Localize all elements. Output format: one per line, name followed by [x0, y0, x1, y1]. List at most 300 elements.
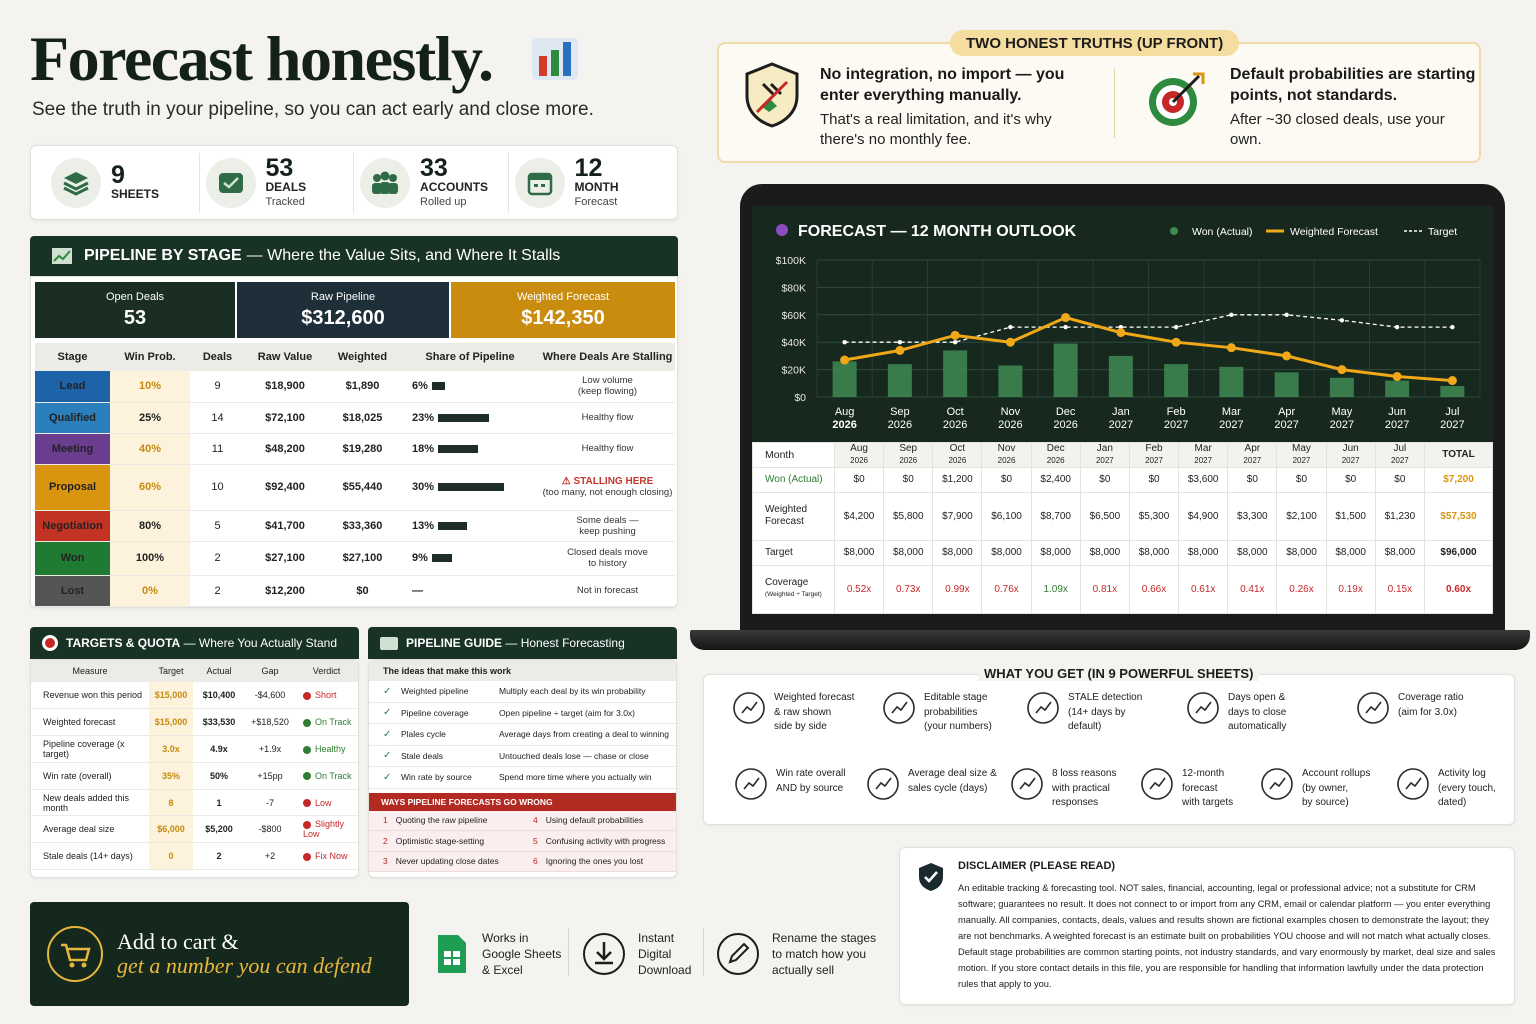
- target-cell: 0: [149, 843, 193, 870]
- log-icon: [1396, 767, 1430, 801]
- circle-ratio-icon: [1356, 691, 1390, 725]
- calendar-icon: [1186, 691, 1220, 725]
- stat-number: 12: [574, 154, 603, 182]
- deals-cell: 2: [190, 541, 245, 575]
- target-cell: 8: [149, 789, 193, 816]
- stage-cell: Lost: [35, 575, 110, 606]
- feature-item: [882, 691, 992, 735]
- stall-note-cell: [540, 371, 675, 402]
- win-prob-cell: 100%: [110, 541, 190, 575]
- won-bar: [888, 364, 912, 397]
- feature-line: & raw shown: [774, 706, 832, 718]
- wrong-item: [519, 836, 669, 846]
- verdict-cell: [295, 762, 358, 789]
- features-panel: [703, 674, 1515, 825]
- pipeline-title: PIPELINE BY STAGE: [84, 247, 242, 264]
- weighted-point: [1116, 328, 1125, 337]
- target-icon: [734, 767, 768, 801]
- guide-idea-row: [369, 746, 676, 768]
- chart-title: FORECAST — 12 MONTH OUTLOOK: [798, 223, 1077, 240]
- target-cell: $8,000: [1326, 540, 1375, 565]
- coverage-cell: 0.99x: [933, 565, 982, 613]
- weighted-cell: $8,700: [1031, 492, 1080, 540]
- month-name: Nov: [997, 443, 1016, 454]
- verdict-cell: [295, 709, 358, 736]
- target-row: [31, 736, 358, 763]
- weighted-cell: $1,230: [1375, 492, 1424, 540]
- measure-cell: Stale deals (14+ days): [31, 843, 149, 870]
- stall-note-cell: [540, 510, 675, 541]
- stat-label: ACCOUNTS: [420, 180, 489, 194]
- month-name: Jan: [1096, 443, 1113, 454]
- target-cell: $8,000: [1080, 540, 1129, 565]
- feature-line: Days open &: [1228, 692, 1286, 703]
- stat-number: 9: [111, 161, 125, 189]
- book-icon: [380, 637, 398, 650]
- targets-title: TARGETS & QUOTA: [66, 636, 181, 650]
- stall-note-cell: [540, 464, 675, 510]
- wrong-number: 6: [533, 856, 538, 867]
- stall-note: Healthy flow: [581, 443, 634, 454]
- no-plug-shield-icon: [743, 62, 801, 128]
- idea-term: Pipeline coverage: [401, 707, 469, 718]
- gap-cell: +2: [245, 843, 295, 870]
- row-label: [753, 540, 835, 565]
- badge-line: Download: [638, 963, 692, 977]
- pipeline-row: [35, 464, 675, 510]
- target-cell: $6,000: [149, 816, 193, 843]
- won-bar: [1164, 364, 1188, 397]
- actual-cell: $5,200: [193, 816, 245, 843]
- verdict-label: Low: [315, 797, 332, 808]
- stat-sublabel: Rolled up: [420, 196, 467, 208]
- month-year: 2026: [1046, 456, 1065, 465]
- measure-cell: Pipeline coverage (x target): [31, 736, 149, 763]
- pipeline-table: [35, 343, 675, 607]
- idea-desc: Untouched deals lose — chase or close: [499, 750, 649, 761]
- target-point: [953, 340, 957, 344]
- deals-cell: 14: [190, 402, 245, 433]
- feature-text: [1438, 767, 1496, 811]
- column-header: Stage: [35, 343, 110, 371]
- disclaimer-panel: [899, 847, 1515, 1005]
- feature-item: [1260, 767, 1370, 811]
- target-point: [1450, 325, 1454, 329]
- weighted-cell: $4,900: [1179, 492, 1228, 540]
- verdict-dot: [303, 821, 311, 829]
- target-cell: $8,000: [1375, 540, 1424, 565]
- target-point: [1063, 325, 1067, 329]
- guide-wrong-title: WAYS PIPELINE FORECASTS GO WRONG: [369, 793, 676, 811]
- won-cell: $0: [1129, 468, 1178, 493]
- y-tick-label: $100K: [775, 255, 806, 267]
- verdict-cell: [295, 789, 358, 816]
- row-label: [753, 565, 835, 613]
- feature-item: [1186, 691, 1286, 735]
- weighted-cell: $55,440: [325, 464, 400, 510]
- check-icon: ✓: [383, 771, 392, 783]
- weighted-point: [1337, 365, 1346, 374]
- stats-bar: [30, 145, 678, 220]
- won-bar: [833, 361, 857, 397]
- check-icon: ✓: [383, 685, 392, 697]
- total-cell: $7,200: [1425, 468, 1493, 493]
- trend-icon: [52, 248, 72, 264]
- month-name: Jul: [1393, 443, 1407, 454]
- actual-cell: 50%: [193, 762, 245, 789]
- targets-header: [30, 627, 359, 659]
- kpi-label: Open Deals: [105, 290, 165, 303]
- month-name: Mar: [1194, 443, 1212, 454]
- target-cell: $8,000: [1129, 540, 1178, 565]
- stat-sheets: [45, 153, 200, 213]
- raw-cell: $41,700: [245, 510, 325, 541]
- month-name: Jun: [1342, 443, 1359, 454]
- guide-idea-row: [369, 681, 676, 703]
- idea-term: Weighted pipeline: [401, 686, 469, 697]
- share-value: —: [412, 584, 423, 597]
- weighted-cell: $19,280: [325, 433, 400, 464]
- feature-text: [774, 691, 854, 735]
- stage-cell: Negotiation: [35, 510, 110, 541]
- y-tick-label: $20K: [781, 364, 806, 377]
- gap-cell: -$800: [245, 816, 295, 843]
- kpi-open-deals: [35, 282, 235, 338]
- verdict-dot: [303, 799, 311, 807]
- feature-line: default): [1068, 721, 1102, 732]
- verdict-dot: [303, 719, 311, 727]
- won-cell: $0: [835, 468, 884, 493]
- won-bar: [1330, 378, 1354, 397]
- stat-deals: [200, 153, 355, 213]
- row-label-sub: (Weighted ÷ Target): [765, 591, 822, 599]
- wrong-number: 2: [383, 835, 388, 846]
- weighted-point: [951, 331, 960, 340]
- target-point: [1008, 325, 1012, 329]
- target-cell: 35%: [149, 762, 193, 789]
- wrong-item: [369, 856, 519, 866]
- total-cell: $57,530: [1425, 492, 1493, 540]
- guide-idea-row: [369, 767, 676, 789]
- target-row: [31, 682, 358, 709]
- target-point: [1340, 318, 1344, 322]
- targets-title-rest: — Where You Actually Stand: [183, 636, 337, 650]
- stage-cell: Meeting: [35, 433, 110, 464]
- actual-cell: 2: [193, 843, 245, 870]
- month-header: [1179, 443, 1228, 468]
- won-bar: [1054, 344, 1078, 397]
- x-tick-month: Jul: [1445, 406, 1460, 418]
- row-label: [753, 468, 835, 493]
- win-prob-cell: 40%: [110, 433, 190, 464]
- weighted-point: [1448, 376, 1457, 385]
- target-cell: $15,000: [149, 709, 193, 736]
- feature-text: [924, 691, 992, 735]
- share-cell: [400, 402, 540, 433]
- win-prob-cell: 80%: [110, 510, 190, 541]
- month-name: Feb: [1145, 443, 1163, 454]
- verdict-label: Short: [315, 690, 337, 701]
- badge-line: actually sell: [772, 963, 835, 977]
- x-tick-month: Oct: [946, 406, 964, 418]
- y-tick-label: $80K: [781, 282, 806, 295]
- raw-cell: $12,200: [245, 575, 325, 606]
- feature-item: [866, 767, 997, 801]
- stat-label: SHEETS: [111, 187, 160, 201]
- month-header: [884, 443, 933, 468]
- stall-note-sub: keep pushing: [579, 525, 636, 537]
- column-header: Where Deals Are Stalling: [540, 343, 675, 371]
- stall-note-sub: (keep flowing): [577, 386, 638, 398]
- share-bar: [438, 445, 478, 453]
- badge-line: to match how you: [772, 947, 867, 961]
- pipeline-row: [35, 575, 675, 606]
- share-bar: [438, 414, 489, 422]
- won-cell: $1,200: [933, 468, 982, 493]
- column-header: Verdict: [295, 660, 358, 682]
- feature-text: [1182, 767, 1233, 811]
- stat-sublabel: Forecast: [574, 196, 618, 208]
- shield-check-icon: [918, 862, 944, 892]
- total-cell: $96,000: [1425, 540, 1493, 565]
- wrong-number: 4: [533, 815, 538, 826]
- coverage-cell: 0.76x: [982, 565, 1031, 613]
- forecast-orb-icon: [776, 224, 788, 236]
- idea-term: Win rate by source: [401, 772, 472, 783]
- deals-cell: 11: [190, 433, 245, 464]
- badge-line: Rename the stages: [772, 931, 877, 945]
- target-point: [898, 340, 902, 344]
- badge-line: Works in: [482, 931, 529, 945]
- stall-note: Low volume: [582, 375, 633, 387]
- target-point: [1284, 313, 1288, 317]
- forecast-row-target: [753, 540, 1493, 565]
- weighted-cell: $27,100: [325, 541, 400, 575]
- wrong-text: Never updating close dates: [395, 856, 499, 867]
- gap-cell: +$18,520: [245, 709, 295, 736]
- month-name: Dec: [1046, 443, 1065, 454]
- row-label-text: Target: [765, 546, 793, 558]
- won-cell: $3,600: [1179, 468, 1228, 493]
- feature-line: Win rate overall: [776, 768, 846, 779]
- measure-cell: Average deal size: [31, 816, 149, 843]
- measure-cell: Weighted forecast: [31, 709, 149, 736]
- row-header-month: Month: [753, 443, 835, 468]
- weighted-point: [1227, 343, 1236, 352]
- share-cell: [400, 541, 540, 575]
- guide-panel: [368, 659, 677, 878]
- people-icon: [1260, 767, 1294, 801]
- y-tick-label: $60K: [781, 309, 806, 322]
- coverage-cell: 0.66x: [1129, 565, 1178, 613]
- verdict-label: Fix Now: [315, 851, 348, 862]
- divider: [568, 928, 569, 976]
- feature-text: [1398, 691, 1464, 720]
- wrong-text: Quoting the raw pipeline: [395, 815, 488, 826]
- coverage-cell: 0.15x: [1375, 565, 1424, 613]
- deals-cell: 5: [190, 510, 245, 541]
- month-year: 2027: [1341, 456, 1360, 465]
- kpi-raw-pipeline: [237, 282, 449, 338]
- gap-cell: +15pp: [245, 762, 295, 789]
- month-name: May: [1292, 443, 1311, 454]
- target-point: [842, 340, 846, 344]
- forecast-row-coverage: [753, 565, 1493, 613]
- stat-number: 53: [265, 154, 294, 182]
- bar-chart-icon: [532, 32, 578, 80]
- feature-line: Activity log: [1438, 768, 1486, 779]
- x-tick-year: 2027: [1219, 419, 1244, 431]
- share-bar: [432, 554, 452, 562]
- won-cell: $2,400: [1031, 468, 1080, 493]
- share-cell: [400, 371, 540, 402]
- gap-cell: -7: [245, 789, 295, 816]
- x-tick-year: 2026: [887, 419, 913, 431]
- feature-line: forecast: [1182, 782, 1218, 794]
- column-header: Win Prob.: [110, 343, 190, 371]
- features-title: WHAT YOU GET (IN 9 POWERFUL SHEETS): [978, 666, 1259, 681]
- feature-line: by source): [1302, 797, 1349, 808]
- target-point: [1229, 313, 1233, 317]
- pen-icon: [1010, 767, 1044, 801]
- stat-number: 33: [420, 154, 448, 182]
- y-tick-label: $40K: [781, 337, 806, 350]
- target-cell: $8,000: [1179, 540, 1228, 565]
- target-cell: $8,000: [1031, 540, 1080, 565]
- feature-text: [1052, 767, 1116, 811]
- x-tick-month: Apr: [1278, 406, 1296, 418]
- badge-line: Digital: [638, 947, 672, 961]
- weighted-cell: $6,500: [1080, 492, 1129, 540]
- measure-cell: Revenue won this period: [31, 682, 149, 709]
- feature-line: Coverage ratio: [1398, 692, 1464, 703]
- feature-item: [734, 767, 845, 801]
- forecast-table: [752, 442, 1493, 614]
- feature-text: [1228, 691, 1286, 735]
- feature-line: probabilities: [924, 706, 978, 718]
- raw-cell: $48,200: [245, 433, 325, 464]
- raw-cell: $72,100: [245, 402, 325, 433]
- month-header: [933, 443, 982, 468]
- won-cell: $0: [1277, 468, 1326, 493]
- month-header: [1228, 443, 1277, 468]
- column-header: Actual: [193, 660, 245, 682]
- rename-stages-badge: [716, 930, 876, 978]
- stage-cell: Won: [35, 541, 110, 575]
- check-icon: ✓: [383, 728, 392, 740]
- wrong-number: 1: [383, 815, 388, 826]
- download-icon: [582, 932, 626, 976]
- share-cell: [400, 510, 540, 541]
- feature-line: AND by source: [776, 782, 844, 794]
- row-label: [753, 492, 835, 540]
- target-row: [31, 816, 358, 843]
- wrong-text: Optimistic stage-setting: [395, 835, 485, 846]
- feature-line: dated): [1438, 797, 1467, 808]
- stage-cell: Qualified: [35, 402, 110, 433]
- legend-label: Won (Actual): [1192, 226, 1253, 238]
- won-bar: [998, 365, 1022, 397]
- truths-panel: [717, 42, 1481, 163]
- pipeline-row: [35, 541, 675, 575]
- wrong-text: Confusing activity with progress: [545, 835, 666, 846]
- feature-line: with practical: [1052, 782, 1110, 794]
- sheets-excel-badge: [436, 930, 561, 978]
- share-value: 6%: [412, 380, 428, 393]
- badge-line: Instant: [638, 931, 675, 945]
- column-header: Gap: [245, 660, 295, 682]
- guide-idea-row: [369, 724, 676, 746]
- share-value: 18%: [412, 442, 435, 455]
- weighted-cell: $1,890: [325, 371, 400, 402]
- month-year: 2027: [1243, 456, 1262, 465]
- target-row: [31, 843, 358, 870]
- weighted-point: [1061, 313, 1070, 322]
- verdict-dot: [303, 692, 311, 700]
- forecast-row-weighted: [753, 492, 1493, 540]
- wrong-number: 3: [383, 856, 388, 867]
- weighted-point: [840, 356, 849, 365]
- page-subtitle: See the truth in your pipeline, so you can act early and close more.: [32, 99, 594, 120]
- spreadsheet-icon: [436, 933, 468, 975]
- verdict-cell: [295, 682, 358, 709]
- clock-icon: [866, 767, 900, 801]
- weighted-cell: $18,025: [325, 402, 400, 433]
- x-tick-year: 2026: [998, 419, 1023, 431]
- x-tick-year: 2027: [1274, 419, 1299, 431]
- kpi-weighted-forecast: [451, 282, 675, 338]
- feature-line: sales cycle (days): [908, 782, 988, 794]
- weighted-point: [1172, 338, 1181, 347]
- deals-cell: 2: [190, 575, 245, 606]
- idea-desc: Multiply each deal by its win probability: [499, 686, 646, 697]
- wrong-item: [519, 856, 669, 866]
- idea-desc: Open pipeline ÷ target (aim for 3.0x): [499, 707, 636, 718]
- verdict-label: Healthy: [315, 743, 346, 754]
- month-name: Aug: [850, 443, 868, 454]
- x-tick-year: 2026: [942, 419, 968, 431]
- weighted-cell: $3,300: [1228, 492, 1277, 540]
- stat-accounts: [354, 153, 509, 213]
- raw-cell: $27,100: [245, 541, 325, 575]
- pencil-icon: [882, 691, 916, 725]
- x-tick-month: Sep: [890, 406, 910, 418]
- verdict-dot: [303, 746, 311, 754]
- feature-line: automatically: [1228, 721, 1287, 732]
- feature-line: Account rollups: [1302, 768, 1371, 779]
- truth-2-text: After ~30 closed deals, use your own.: [1230, 111, 1445, 148]
- wrong-item: [519, 815, 669, 825]
- kpi-value: 53: [123, 306, 147, 329]
- row-label-text: Coverage: [765, 577, 809, 589]
- stat-sublabel: Tracked: [265, 196, 305, 208]
- month-header: [835, 443, 884, 468]
- divider: [703, 928, 704, 976]
- won-bar: [1385, 381, 1409, 397]
- column-header: Weighted: [325, 343, 400, 371]
- total-cell: 0.60x: [1425, 565, 1493, 613]
- share-value: 9%: [412, 552, 428, 564]
- feature-text: [908, 767, 997, 796]
- gap-cell: -$4,600: [245, 682, 295, 709]
- verdict-dot: [303, 772, 311, 780]
- verdict-label: On Track: [315, 770, 352, 781]
- target-cell: $8,000: [884, 540, 933, 565]
- row-label-text: Won (Actual): [765, 473, 823, 485]
- coverage-cell: 0.73x: [884, 565, 933, 613]
- weighted-cell: $6,100: [982, 492, 1031, 540]
- cta-line-1: Add to cart &: [117, 929, 239, 954]
